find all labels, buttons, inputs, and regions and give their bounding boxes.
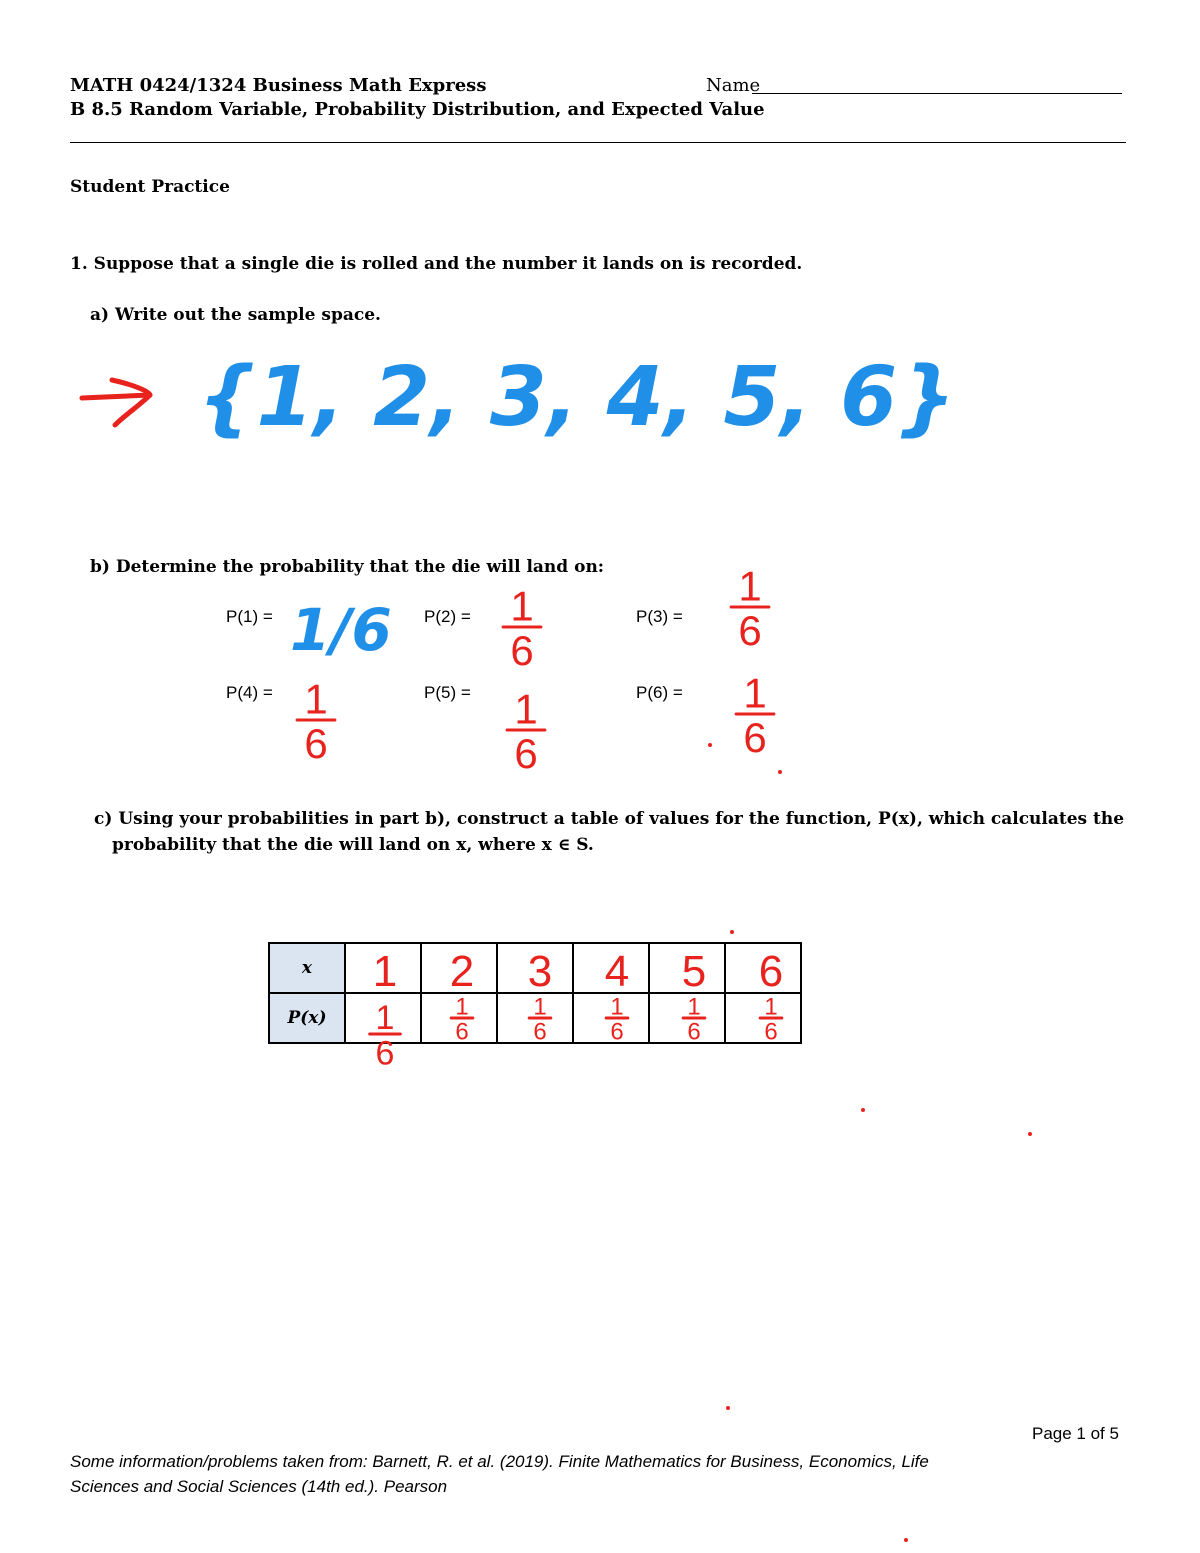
p-header-cell: P(x): [269, 993, 345, 1043]
source-citation-line2: Sciences and Social Sciences (14th ed.). Pearson: [70, 1477, 448, 1496]
p-cell-1[interactable]: [345, 993, 421, 1043]
page-number: Page 1 of 5: [1032, 1424, 1119, 1443]
p2-label: P(2) =: [424, 607, 471, 626]
p5-answer-numerator: 1: [514, 685, 538, 733]
x-cell-1[interactable]: [345, 943, 421, 993]
p-value-4-numerator: 1: [610, 993, 624, 1021]
x-value-4: 4: [604, 947, 630, 996]
p5-answer-denominator: 6: [514, 729, 538, 777]
p5-label: P(5) =: [424, 683, 471, 702]
course-title: MATH 0424/1324 Business Math Express: [70, 75, 487, 96]
p4-answer-numerator: 1: [304, 675, 328, 723]
p4-answer: [297, 676, 335, 767]
p-cell-4[interactable]: [573, 993, 649, 1043]
p3-answer-denominator: 6: [738, 606, 762, 654]
p-value-2-numerator: 1: [455, 993, 469, 1021]
x-cell-5[interactable]: [649, 943, 725, 993]
p6-label: P(6) =: [636, 683, 683, 702]
part-a-prompt: a) Write out the sample space.: [90, 305, 381, 325]
p6-answer-denominator: 6: [743, 713, 767, 761]
p6-answer-numerator: 1: [743, 669, 767, 717]
p2-answer: [503, 583, 541, 674]
p-value-3-numerator: 1: [533, 993, 547, 1021]
p4-label: P(4) =: [226, 683, 273, 702]
p6-answer: [736, 670, 774, 761]
x-value-6: 6: [758, 947, 784, 996]
x-value-3: 3: [527, 947, 553, 996]
p-value-2-denominator: 6: [455, 1018, 469, 1046]
x-value-5: 5: [681, 947, 707, 996]
p-cell-6[interactable]: [725, 993, 801, 1043]
p-value-6-numerator: 1: [764, 993, 778, 1021]
p3-answer: [731, 563, 769, 654]
source-citation-line1: Some information/problems taken from: Barnett, R. et al. (2019). Finite Mathematics for Business, Economics, Life: [70, 1452, 929, 1471]
p1-answer: 1/6: [290, 596, 392, 664]
part-c-prompt-line1: c) Using your probabilities in part b), construct a table of values for the function, P(x), which calculates the: [94, 809, 1125, 829]
stray-ink-dot: [778, 770, 782, 774]
p-value-3-denominator: 6: [533, 1018, 547, 1046]
p-value-1-denominator: 6: [375, 1034, 395, 1073]
p4-answer-denominator: 6: [304, 719, 328, 767]
x-header-cell: x: [269, 943, 345, 993]
p3-answer-numerator: 1: [738, 562, 762, 610]
p2-answer-numerator: 1: [510, 582, 534, 630]
name-field[interactable]: [752, 93, 1122, 94]
p3-label: P(3) =: [636, 607, 683, 626]
x-cell-2[interactable]: [421, 943, 497, 993]
x-value-2: 2: [449, 947, 475, 996]
question-1-prompt: 1. Suppose that a single die is rolled and the number it lands on is recorded.: [70, 254, 803, 274]
name-label: Name: [706, 75, 761, 96]
part-b-prompt: b) Determine the probability that the die will land on:: [90, 557, 605, 577]
x-cell-3[interactable]: [497, 943, 573, 993]
table-row-x: [269, 943, 801, 993]
probability-table: [268, 942, 802, 1044]
sample-space-answer: {1, 2, 3, 4, 5, 6}: [198, 350, 956, 445]
stray-ink-dot: [1028, 1132, 1032, 1136]
stray-ink-dot: [708, 743, 712, 747]
table-row-p: [269, 993, 801, 1043]
p5-answer: [507, 686, 545, 777]
p-value-1-numerator: 1: [375, 998, 395, 1037]
stray-ink-dot: [904, 1538, 908, 1542]
p-cell-5[interactable]: [649, 993, 725, 1043]
x-cell-4[interactable]: [573, 943, 649, 993]
stray-ink-dot: [730, 930, 734, 934]
p2-answer-denominator: 6: [510, 626, 534, 674]
section-title: B 8.5 Random Variable, Probability Distribution, and Expected Value: [70, 99, 765, 120]
p-value-4-denominator: 6: [610, 1018, 624, 1046]
x-cell-6[interactable]: [725, 943, 801, 993]
p-value-5-denominator: 6: [687, 1018, 701, 1046]
stray-ink-dot: [726, 1406, 730, 1410]
student-practice-heading: Student Practice: [70, 177, 230, 197]
part-c-prompt-line2: probability that the die will land on x, where x ∈ S.: [112, 835, 594, 855]
p-cell-2[interactable]: [421, 993, 497, 1043]
p-cell-3[interactable]: [497, 993, 573, 1043]
header-divider: [70, 142, 1126, 143]
p1-label: P(1) =: [226, 607, 273, 626]
p-value-6-denominator: 6: [764, 1018, 778, 1046]
arrow-icon: [82, 380, 150, 425]
x-value-1: 1: [372, 947, 398, 996]
stray-ink-dot: [861, 1108, 865, 1112]
p-value-5-numerator: 1: [687, 993, 701, 1021]
